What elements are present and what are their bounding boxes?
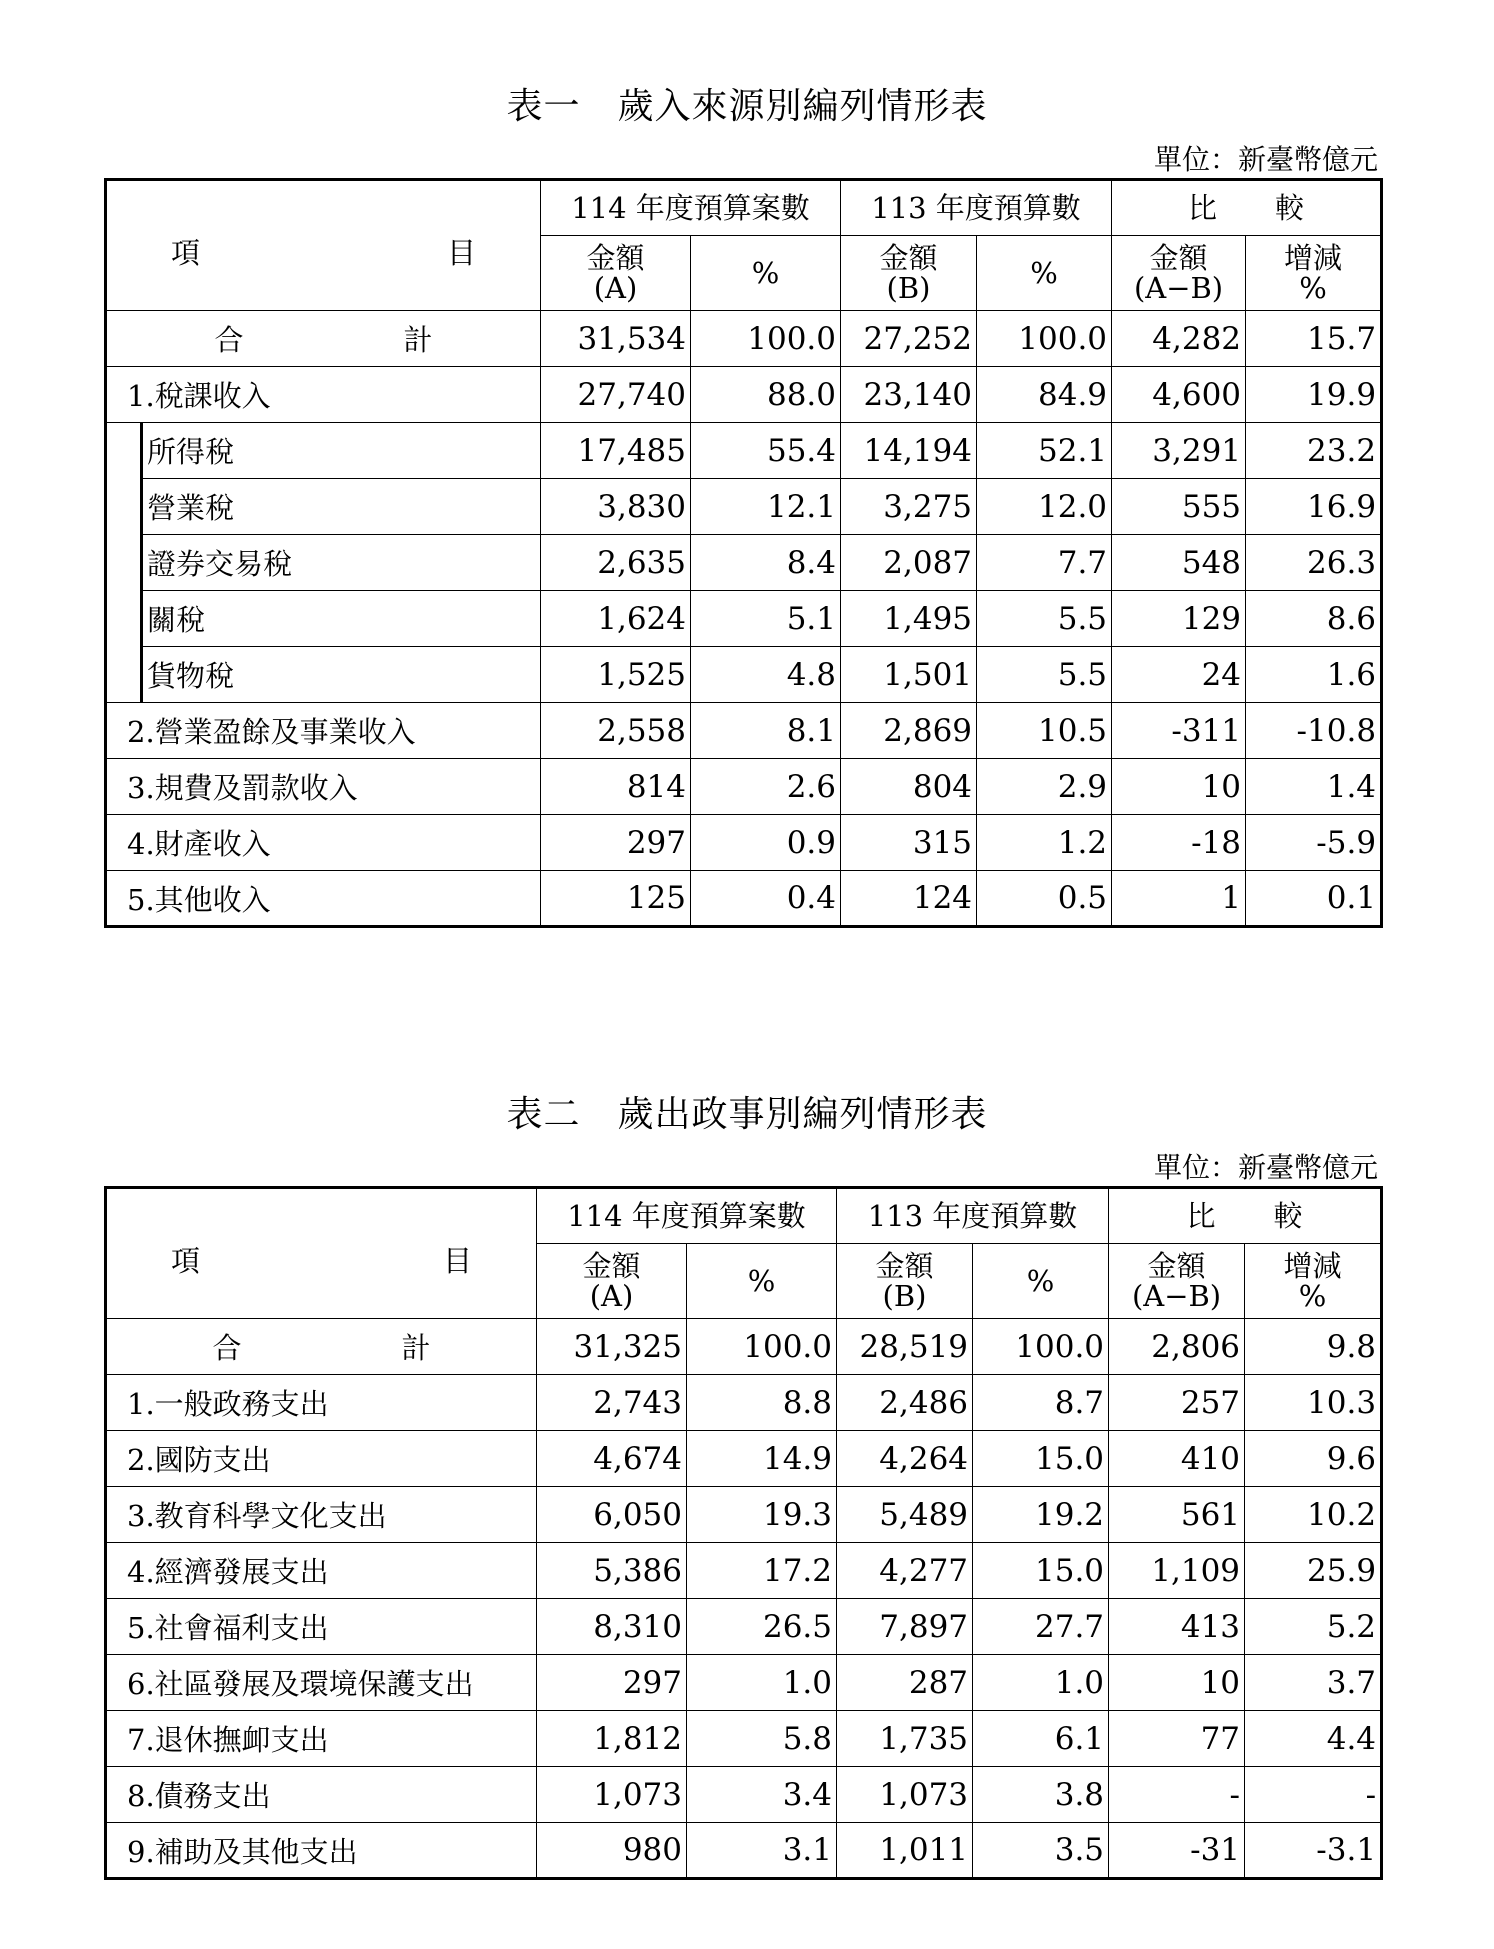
table-cell: -5.9 [1246,815,1382,871]
table-cell: 4.4 [1245,1711,1382,1767]
table-cell: 1,073 [837,1767,973,1823]
total-cell: 31,325 [537,1319,687,1375]
table-cell: 7,897 [837,1599,973,1655]
total-cell: 2,806 [1109,1319,1245,1375]
table-cell: 5.5 [977,591,1112,647]
table-cell: 1,501 [841,647,977,703]
table-cell: 52.1 [977,423,1112,479]
row-label: 5.其他收入 [106,871,541,927]
row-label: 所得稅 [142,423,541,479]
table-cell: 413 [1109,1599,1245,1655]
item-header: 項 目 [106,1188,537,1319]
row-label: 1.稅課收入 [106,367,541,423]
table-row [106,1767,1382,1823]
table-cell: 4,277 [837,1543,973,1599]
row-label: 4.經濟發展支出 [106,1543,537,1599]
table-cell: 8,310 [537,1599,687,1655]
table-cell: 1,073 [537,1767,687,1823]
table-cell: 26.5 [687,1599,837,1655]
table-cell: 1.0 [973,1655,1109,1711]
table-cell: 10.3 [1245,1375,1382,1431]
header-amount-b: 金額 (B) [841,236,977,311]
table-row [106,703,1382,759]
total-label: 合 計 [106,1319,537,1375]
table-cell: 0.4 [691,871,841,927]
table-cell: 125 [541,871,691,927]
table-cell: 12.0 [977,479,1112,535]
table-cell: 814 [541,759,691,815]
header-amount-a: 金額 (A) [541,236,691,311]
header-change-pct: 增減 % [1246,236,1382,311]
table-row [106,1431,1382,1487]
table-cell: 287 [837,1655,973,1711]
table2-title: 表二 歲出政事別編列情形表 [506,1094,988,1135]
table-cell: 3,275 [841,479,977,535]
indent-spacer [106,423,142,479]
table-row [106,591,1382,647]
table-cell: 19.3 [687,1487,837,1543]
total-cell: 28,519 [837,1319,973,1375]
row-label: 3.規費及罰款收入 [106,759,541,815]
table-cell: 0.9 [691,815,841,871]
table-cell: 10.2 [1245,1487,1382,1543]
table-cell: 4.8 [691,647,841,703]
table-cell: -10.8 [1246,703,1382,759]
table-cell: 315 [841,815,977,871]
table-cell: 5,386 [537,1543,687,1599]
table-cell: 84.9 [977,367,1112,423]
total-cell: 31,534 [541,311,691,367]
table-cell: 555 [1112,479,1246,535]
row-label: 5.社會福利支出 [106,1599,537,1655]
indent-spacer [106,479,142,535]
table-cell: 124 [841,871,977,927]
table-cell: 410 [1109,1431,1245,1487]
header-amount-b: 金額 (B) [837,1244,973,1319]
total-row [106,1319,1382,1375]
table-row [106,423,1382,479]
table-cell: 1,109 [1109,1543,1245,1599]
table-cell: 3.7 [1245,1655,1382,1711]
indent-spacer [106,535,142,591]
table-cell: 15.0 [973,1543,1109,1599]
row-label: 3.教育科學文化支出 [106,1487,537,1543]
row-label: 證券交易稅 [142,535,541,591]
table-cell: 3,830 [541,479,691,535]
table-cell: 980 [537,1823,687,1879]
table-cell: -3.1 [1245,1823,1382,1879]
table-cell: -31 [1109,1823,1245,1879]
header-pct-a: % [691,236,841,311]
table-row [106,871,1382,927]
table-cell: 8.8 [687,1375,837,1431]
table-cell: 16.9 [1246,479,1382,535]
total-cell: 9.8 [1245,1319,1382,1375]
table-cell: - [1245,1767,1382,1823]
header-compare: 比 較 [1112,180,1382,236]
table-row [106,479,1382,535]
table-cell: 2,558 [541,703,691,759]
table1-unit: 單位：新臺幣億元 [1153,143,1378,176]
total-cell: 27,252 [841,311,977,367]
row-label: 4.財產收入 [106,815,541,871]
table-cell: 2,486 [837,1375,973,1431]
table-row [106,815,1382,871]
table-cell: 297 [541,815,691,871]
table-cell: 14,194 [841,423,977,479]
header-pct-b: % [973,1244,1109,1319]
table-cell: 19.2 [973,1487,1109,1543]
table-cell: 27,740 [541,367,691,423]
table-cell: 1,525 [541,647,691,703]
table-cell: 8.4 [691,535,841,591]
table-cell: -311 [1112,703,1246,759]
header-pct-a: % [687,1244,837,1319]
total-row [106,311,1382,367]
table-cell: 77 [1109,1711,1245,1767]
row-label: 6.社區發展及環境保護支出 [106,1655,537,1711]
table-cell: 19.9 [1246,367,1382,423]
table-cell: 3.1 [687,1823,837,1879]
row-label: 1.一般政務支出 [106,1375,537,1431]
table-cell: 6.1 [973,1711,1109,1767]
table-cell: 8.7 [973,1375,1109,1431]
row-label: 2.營業盈餘及事業收入 [106,703,541,759]
header-amount-a: 金額 (A) [537,1244,687,1319]
table-cell: - [1109,1767,1245,1823]
header-amount-diff: 金額 (A−B) [1109,1244,1245,1319]
table-cell: 27.7 [973,1599,1109,1655]
table-row [106,535,1382,591]
total-cell: 100.0 [687,1319,837,1375]
table-cell: 804 [841,759,977,815]
table-cell: 12.1 [691,479,841,535]
table1-title: 表一 歲入來源別編列情形表 [506,86,988,127]
table-cell: 1,812 [537,1711,687,1767]
table-cell: 2.9 [977,759,1112,815]
table-cell: 6,050 [537,1487,687,1543]
table2-unit: 單位：新臺幣億元 [1153,1151,1378,1184]
table-row [106,1375,1382,1431]
item-header: 項 目 [106,180,541,311]
table-row [106,759,1382,815]
indent-spacer [106,591,142,647]
total-cell: 15.7 [1246,311,1382,367]
row-label: 8.債務支出 [106,1767,537,1823]
table-cell: -18 [1112,815,1246,871]
table-cell: 5.8 [687,1711,837,1767]
header-amount-diff: 金額 (A−B) [1112,236,1246,311]
table-cell: 297 [537,1655,687,1711]
table-cell: 25.9 [1245,1543,1382,1599]
table-cell: 3.5 [973,1823,1109,1879]
expenditure-table [104,1186,1383,1880]
table-row [106,1711,1382,1767]
row-label: 關稅 [142,591,541,647]
table-cell: 8.1 [691,703,841,759]
header-114: 114 年度預算案數 [537,1188,837,1244]
table-cell: 23.2 [1246,423,1382,479]
table-cell: 55.4 [691,423,841,479]
table-cell: 2,869 [841,703,977,759]
indent-spacer [106,647,142,703]
table-cell: 24 [1112,647,1246,703]
table-cell: 1.0 [687,1655,837,1711]
table-cell: 4,674 [537,1431,687,1487]
table-cell: 1,735 [837,1711,973,1767]
table-cell: 1,011 [837,1823,973,1879]
table-cell: 10.5 [977,703,1112,759]
table-cell: 2.6 [691,759,841,815]
table-cell: 10 [1109,1655,1245,1711]
table-cell: 4,600 [1112,367,1246,423]
table-cell: 5.5 [977,647,1112,703]
table-cell: 23,140 [841,367,977,423]
table-cell: 8.6 [1246,591,1382,647]
table-cell: 3,291 [1112,423,1246,479]
header-pct-b: % [977,236,1112,311]
header-114: 114 年度預算案數 [541,180,841,236]
table-cell: 26.3 [1246,535,1382,591]
table-row [106,367,1382,423]
table-cell: 4,264 [837,1431,973,1487]
row-label: 營業稅 [142,479,541,535]
table-cell: 17,485 [541,423,691,479]
table-row [106,1823,1382,1879]
table-cell: 1,495 [841,591,977,647]
table-cell: 3.8 [973,1767,1109,1823]
table-cell: 1 [1112,871,1246,927]
table-cell: 0.5 [977,871,1112,927]
table-cell: 548 [1112,535,1246,591]
table-cell: 5,489 [837,1487,973,1543]
table-cell: 3.4 [687,1767,837,1823]
table-cell: 0.1 [1246,871,1382,927]
revenue-table [104,178,1383,928]
table-row [106,1543,1382,1599]
total-label: 合 計 [106,311,541,367]
table-cell: 17.2 [687,1543,837,1599]
table-cell: 5.1 [691,591,841,647]
table-cell: 7.7 [977,535,1112,591]
row-label: 9.補助及其他支出 [106,1823,537,1879]
total-cell: 100.0 [973,1319,1109,1375]
header-113: 113 年度預算數 [837,1188,1109,1244]
row-label: 7.退休撫卹支出 [106,1711,537,1767]
table-cell: 257 [1109,1375,1245,1431]
total-cell: 4,282 [1112,311,1246,367]
table-cell: 5.2 [1245,1599,1382,1655]
table-cell: 1.4 [1246,759,1382,815]
header-change-pct: 增減 % [1245,1244,1382,1319]
table-cell: 2,087 [841,535,977,591]
table-cell: 1,624 [541,591,691,647]
table-cell: 2,635 [541,535,691,591]
table-cell: 1.6 [1246,647,1382,703]
total-cell: 100.0 [691,311,841,367]
header-compare: 比 較 [1109,1188,1382,1244]
header-113: 113 年度預算數 [841,180,1112,236]
row-label: 2.國防支出 [106,1431,537,1487]
table-row [106,647,1382,703]
table-cell: 10 [1112,759,1246,815]
table-row [106,1655,1382,1711]
table-cell: 15.0 [973,1431,1109,1487]
table-cell: 1.2 [977,815,1112,871]
table-cell: 9.6 [1245,1431,1382,1487]
table-cell: 129 [1112,591,1246,647]
table-row [106,1487,1382,1543]
row-label: 貨物稅 [142,647,541,703]
table-cell: 14.9 [687,1431,837,1487]
table-cell: 88.0 [691,367,841,423]
table-row [106,1599,1382,1655]
total-cell: 100.0 [977,311,1112,367]
table-cell: 561 [1109,1487,1245,1543]
table-cell: 2,743 [537,1375,687,1431]
